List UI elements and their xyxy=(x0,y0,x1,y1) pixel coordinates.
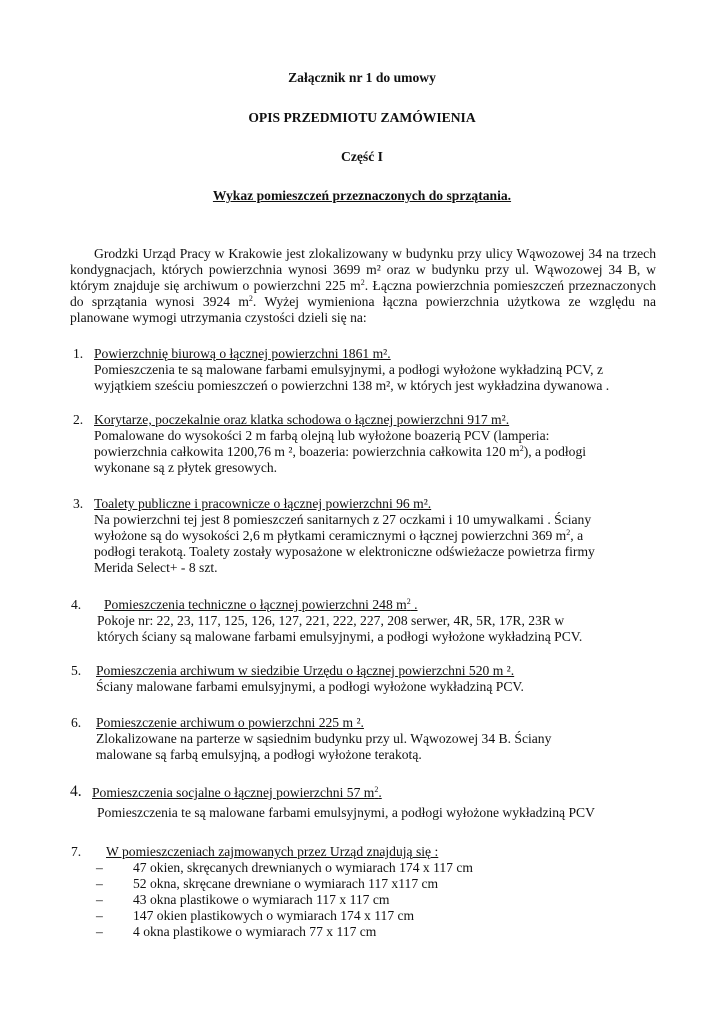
item-heading: W pomieszczeniach zajmowanych przez Urząd znajdują się : xyxy=(106,844,439,859)
item-heading: Toalety publiczne i pracownicze o łącznej powierzchni 96 m². xyxy=(94,496,432,511)
list-item: Korytarze, poczekalnie oraz klatka schodowa o łącznej powierzchni 917 m². Pomalowane do wysokości 2 m farbą olejną lub wyłożone boazerią PCV (lamperia: powierzchnia całkowita 1200,76 m ², boazeria: powierzchnia całkowita 120 $m^2$), a podłogi wykonane są z płytek gresowych. xyxy=(94,412,587,475)
windows-list-item: – 52 okna, skręcane drewniane o wymiarach 117 x117 cm xyxy=(96,876,439,891)
list-item xyxy=(92,785,382,801)
item-number: 4. xyxy=(71,597,82,612)
item-number: 4. xyxy=(70,783,82,800)
item-heading: Pomieszczenia socjalne o łącznej powierzchni 57 $m^2$. xyxy=(92,785,382,800)
annex-title: Załącznik nr 1 do umowy xyxy=(288,70,436,85)
item-number: 1. xyxy=(73,346,84,361)
item-number: 6. xyxy=(71,715,82,730)
intro-paragraph: Grodzki Urząd Pracy w Krakowie jest zlokalizowany w budynku przy ulicy Wąwozowej 34 na trzech kondygnacjach, których powierzchnia wynosi 3699 m² oraz w budynku przy ul. Wąwozowej 34 B, w którym znajduje się archiwum o powierzchni 225 $m^2$. Łączna powierzchnia pomieszczeń przeznaczonych do sprzątania wynosi 3924 $m^2$. Wyżej wymieniona łączna powierzchnia użytkowa ze względu na planowane wymogi utrzymania czystości dzieli się na: xyxy=(70,246,656,325)
item-body: Pomieszczenia te są malowane farbami emulsyjnymi, a podłogi wyłożone wykładziną PCV xyxy=(97,805,595,820)
item-number: 3. xyxy=(73,496,84,511)
list-item xyxy=(106,844,438,860)
item-heading: Pomieszczenia archiwum w siedzibie Urzędu o łącznej powierzchni 520 m ². xyxy=(96,663,515,678)
list-item: Pomieszczenia archiwum w siedzibie Urzędu o łącznej powierzchni 520 m ². Ściany malowane farbami emulsyjnymi, a podłogi wyłożone wykładziną PCV. xyxy=(96,663,524,694)
item-heading: Pomieszczenia techniczne o łącznej powierzchni 248 $m^2$ . xyxy=(104,597,418,612)
item-number: 5. xyxy=(71,663,82,678)
item-heading: Korytarze, poczekalnie oraz klatka schodowa o łącznej powierzchni 917 m². xyxy=(94,412,510,427)
windows-list-item: – 147 okien plastikowych o wymiarach 174 x 117 cm xyxy=(96,908,415,923)
list-item: Pomieszczenie archiwum o powierzchni 225 m ². Zlokalizowane na parterze w sąsiednim budynku przy ul. Wąwozowej 34 B. Ściany malowane są farbą emulsyjną, a podłogi wyłożone terakotą. xyxy=(96,715,552,762)
windows-list-item: – 4 okna plastikowe o wymiarach 77 x 117 cm xyxy=(96,924,377,939)
item-heading: Pomieszczenie archiwum o powierzchni 225 m ². xyxy=(96,715,364,730)
windows-list xyxy=(96,860,473,940)
part-title: Część I xyxy=(341,149,383,164)
item-heading: Powierzchnię biurową o łącznej powierzchni 1861 m². xyxy=(94,346,391,361)
list-title: Wykaz pomieszczeń przeznaczonych do sprzątania. xyxy=(212,188,512,203)
windows-list-item: – 43 okna plastikowe o wymiarach 117 x 117 cm xyxy=(96,892,390,907)
item-body: Pokoje nr: 22, 23, 117, 125, 126, 127, 221, 222, 227, 208 serwer, 4R, 5R, 17R, 23R w których ściany są malowane farbami emulsyjnymi, a podłogi wyłożone wykładziną PCV. xyxy=(97,613,583,644)
list-item: Toalety publiczne i pracownicze o łącznej powierzchni 96 m². Na powierzchni tej jest 8 pomieszczeń sanitarnych z 27 oczkami i 10 umywalkami . Ściany wyłożone są do wysokości 2,6 m płytkami ceramicznymi o łącznej powierzchni 369 $m^2$, a podłogi terakotą. Toalety zostały wyposażone w elektroniczne odświeżacze powietrza firmy Merida Select+ - 8 szt. xyxy=(94,496,595,575)
item-number: 7. xyxy=(71,844,82,859)
list-item: Powierzchnię biurową o łącznej powierzchni 1861 m². Pomieszczenia te są malowane farbami emulsyjnymi, a podłogi wyłożone wykładziną PCV, z wyjątkiem sześciu pomieszczeń o powierzchni 138 m², w których jest wykładzina dywanowa . xyxy=(94,346,610,393)
subject-title: OPIS PRZEDMIOTU ZAMÓWIENIA xyxy=(248,110,476,125)
list-item xyxy=(104,597,418,613)
item-number: 2. xyxy=(73,412,84,427)
windows-list-item: – 47 okien, skręcanych drewnianych o wymiarach 174 x 117 cm xyxy=(96,860,473,875)
